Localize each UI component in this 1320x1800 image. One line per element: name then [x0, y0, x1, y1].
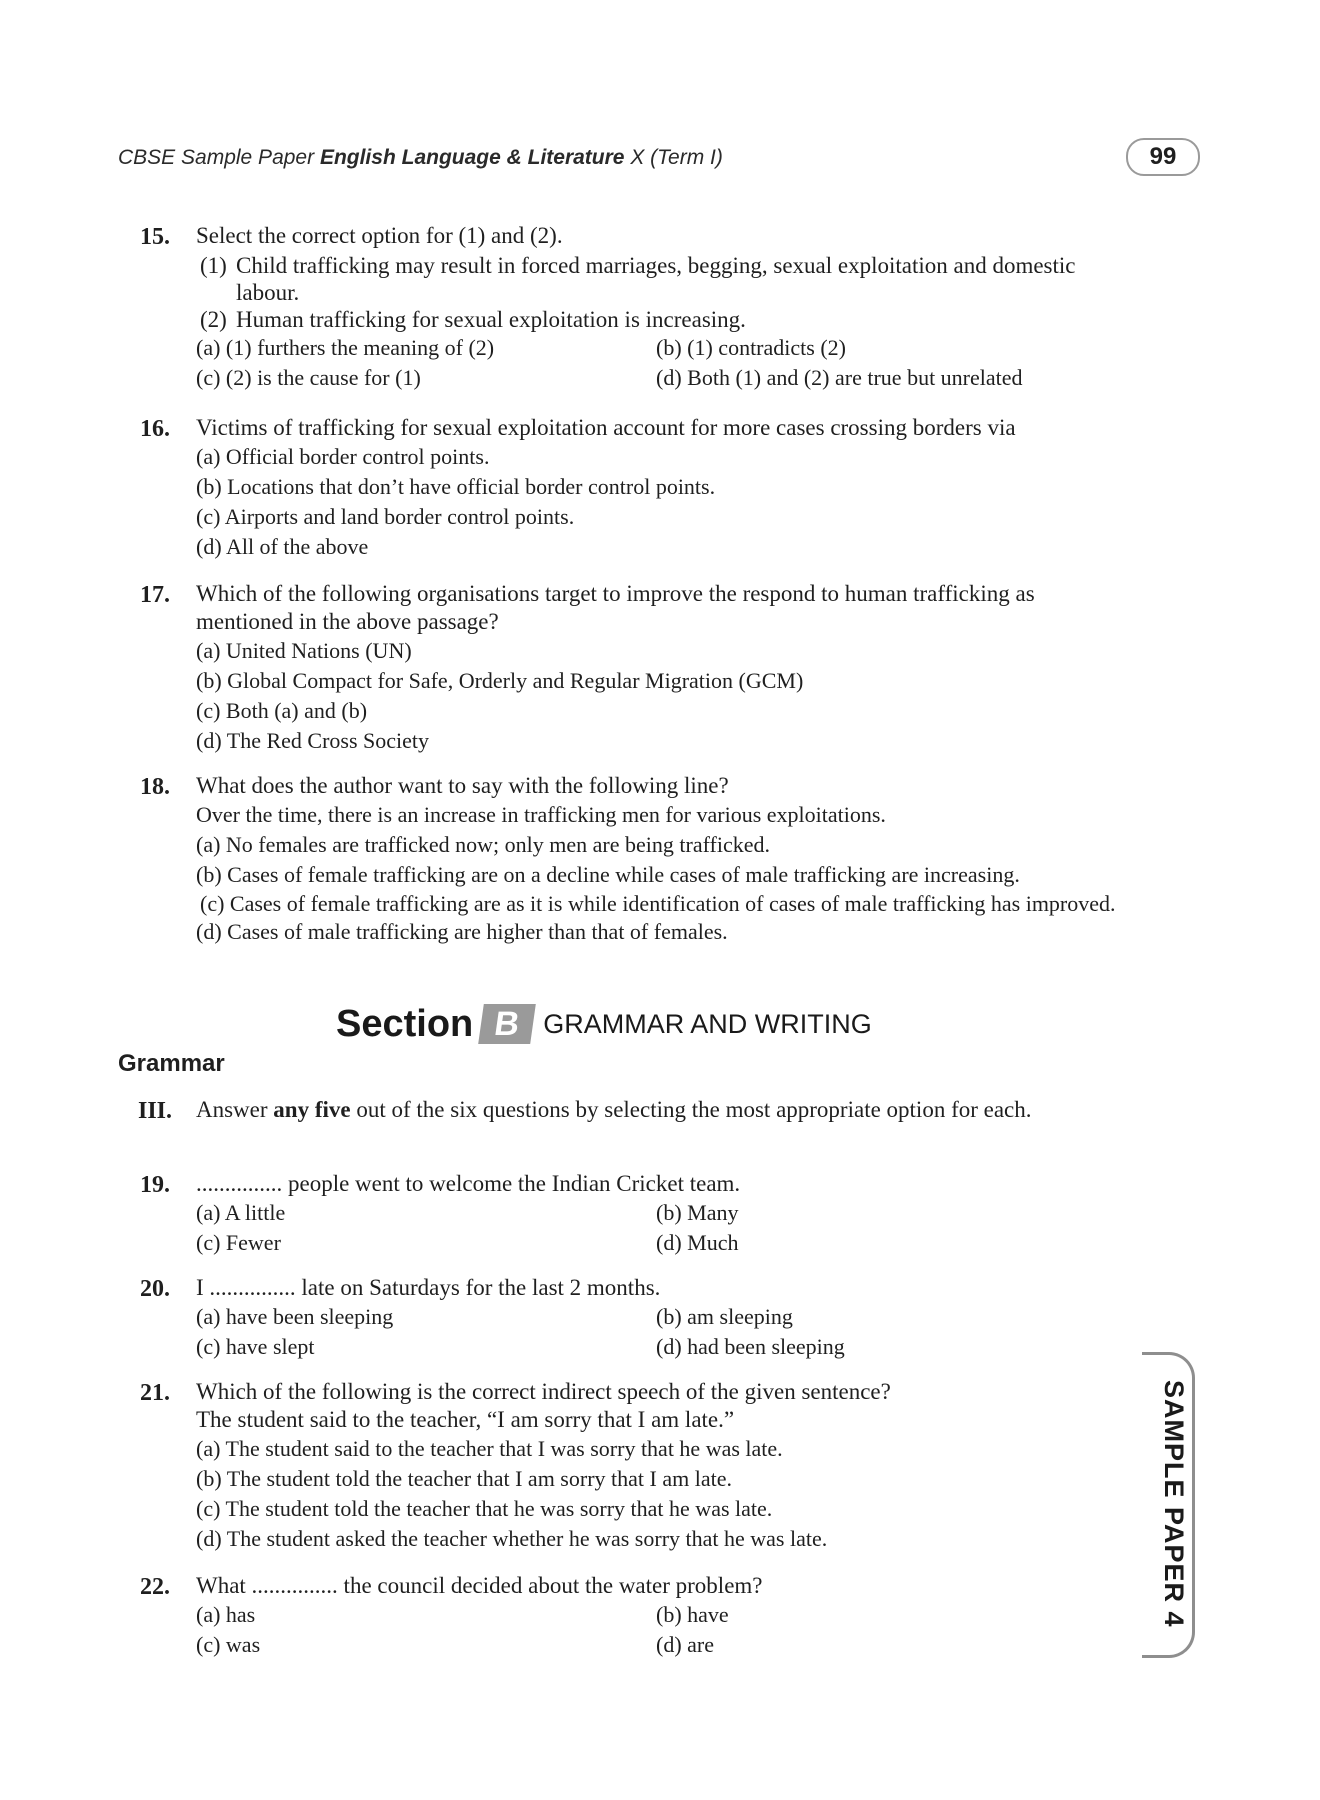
option-d[interactable]: (d) Much — [656, 1230, 739, 1255]
instruction-number: III. — [138, 1098, 173, 1124]
option-c[interactable]: (c) (2) is the cause for (1) — [196, 365, 421, 390]
question-number: 21. — [140, 1380, 170, 1406]
option-b[interactable]: (b) (1) contradicts (2) — [656, 335, 846, 360]
option-c[interactable]: (c) have slept — [196, 1334, 315, 1359]
section-letter-badge: B — [478, 1004, 536, 1044]
option-c[interactable]: (c) Cases of female trafficking are as it is while identification of cases of male trafficking has improved. — [200, 891, 1116, 916]
option-b[interactable]: (b) am sleeping — [656, 1304, 793, 1329]
option-c[interactable]: (c) Both (a) and (b) — [196, 698, 368, 723]
option-a[interactable]: (a) The student said to the teacher that I was sorry that he was late. — [196, 1436, 783, 1461]
quoted-line: Over the time, there is an increase in trafficking men for various exploitations. — [196, 802, 886, 827]
option-d[interactable]: (d) had been sleeping — [656, 1334, 845, 1359]
question-text: Which of the following is the correct indirect speech of the given sentence? — [196, 1379, 891, 1404]
option-c[interactable]: (c) Airports and land border control points. — [196, 504, 575, 529]
option-d[interactable]: (d) Cases of male trafficking are higher than that of females. — [196, 919, 728, 944]
statement-2: (2) Human trafficking for sexual exploitation is increasing. — [200, 307, 746, 332]
section-word: Section — [336, 1002, 474, 1045]
option-a[interactable]: (a) has — [196, 1602, 256, 1627]
question-number: 18. — [140, 774, 170, 800]
question-text: Victims of trafficking for sexual exploitation account for more cases crossing borders via — [196, 415, 1016, 440]
option-d[interactable]: (d) The student asked the teacher whether he was sorry that he was late. — [196, 1526, 828, 1551]
option-c[interactable]: (c) The student told the teacher that he was sorry that he was late. — [196, 1496, 773, 1521]
option-b[interactable]: (b) Cases of female trafficking are on a decline while cases of male trafficking are increasing. — [196, 862, 1020, 887]
subject-title: English Language & Literature — [319, 146, 625, 169]
question-text: What ............... the council decided about the water problem? — [196, 1573, 763, 1598]
section-title: GRAMMAR AND WRITING — [543, 1008, 872, 1039]
instruction-text: Answer any five out of the six questions by selecting the most appropriate option for each. — [196, 1097, 1032, 1122]
question-text: What does the author want to say with the following line? — [196, 773, 729, 798]
option-a[interactable]: (a) Official border control points. — [196, 444, 490, 469]
question-text: Which of the following organisations target to improve the respond to human trafficking as mentioned in the above passage? — [196, 581, 1035, 634]
option-a[interactable]: (a) A little — [196, 1200, 286, 1225]
section-heading — [336, 996, 872, 1052]
option-b[interactable]: (b) The student told the teacher that I am sorry that I am late. — [196, 1466, 732, 1491]
option-a[interactable]: (a) No females are trafficked now; only men are being trafficked. — [196, 832, 770, 857]
option-b[interactable]: (b) Many — [656, 1200, 739, 1225]
option-b[interactable]: (b) Global Compact for Safe, Orderly and Regular Migration (GCM) — [196, 668, 804, 693]
grammar-heading: Grammar — [118, 1050, 225, 1077]
statement-1: (1) Child trafficking may result in forced marriages, begging, sexual exploitation and domestic labour. — [200, 253, 1076, 305]
page-number: 99 — [1126, 138, 1200, 176]
option-d[interactable]: (d) are — [656, 1632, 715, 1657]
running-header: CBSE Sample Paper English Language & Literature X (Term I) — [118, 146, 723, 169]
option-c[interactable]: (c) Fewer — [196, 1230, 281, 1255]
option-a[interactable]: (a) (1) furthers the meaning of (2) — [196, 335, 495, 360]
question-number: 17. — [140, 582, 170, 608]
sample-paper-tab: SAMPLE PAPER 4 — [1159, 1380, 1189, 1628]
option-d[interactable]: (d) All of the above — [196, 534, 369, 559]
question-text: Select the correct option for (1) and (2). — [196, 223, 563, 248]
question-number: 20. — [140, 1276, 170, 1302]
option-d[interactable]: (d) The Red Cross Society — [196, 728, 430, 753]
question-number: 16. — [140, 416, 170, 442]
question-number: 19. — [140, 1172, 170, 1198]
option-b[interactable]: (b) Locations that don’t have official border control points. — [196, 474, 716, 499]
option-b[interactable]: (b) have — [656, 1602, 729, 1627]
question-number: 22. — [140, 1574, 170, 1600]
option-d[interactable]: (d) Both (1) and (2) are true but unrelated — [656, 365, 1023, 390]
question-text: I ............... late on Saturdays for the last 2 months. — [196, 1275, 661, 1300]
quoted-sentence: The student said to the teacher, “I am sorry that I am late.” — [196, 1407, 735, 1432]
question-number: 15. — [140, 224, 170, 250]
option-c[interactable]: (c) was — [196, 1632, 261, 1657]
option-a[interactable]: (a) have been sleeping — [196, 1304, 394, 1329]
question-text: ............... people went to welcome the Indian Cricket team. — [196, 1171, 741, 1196]
option-a[interactable]: (a) United Nations (UN) — [196, 638, 412, 663]
